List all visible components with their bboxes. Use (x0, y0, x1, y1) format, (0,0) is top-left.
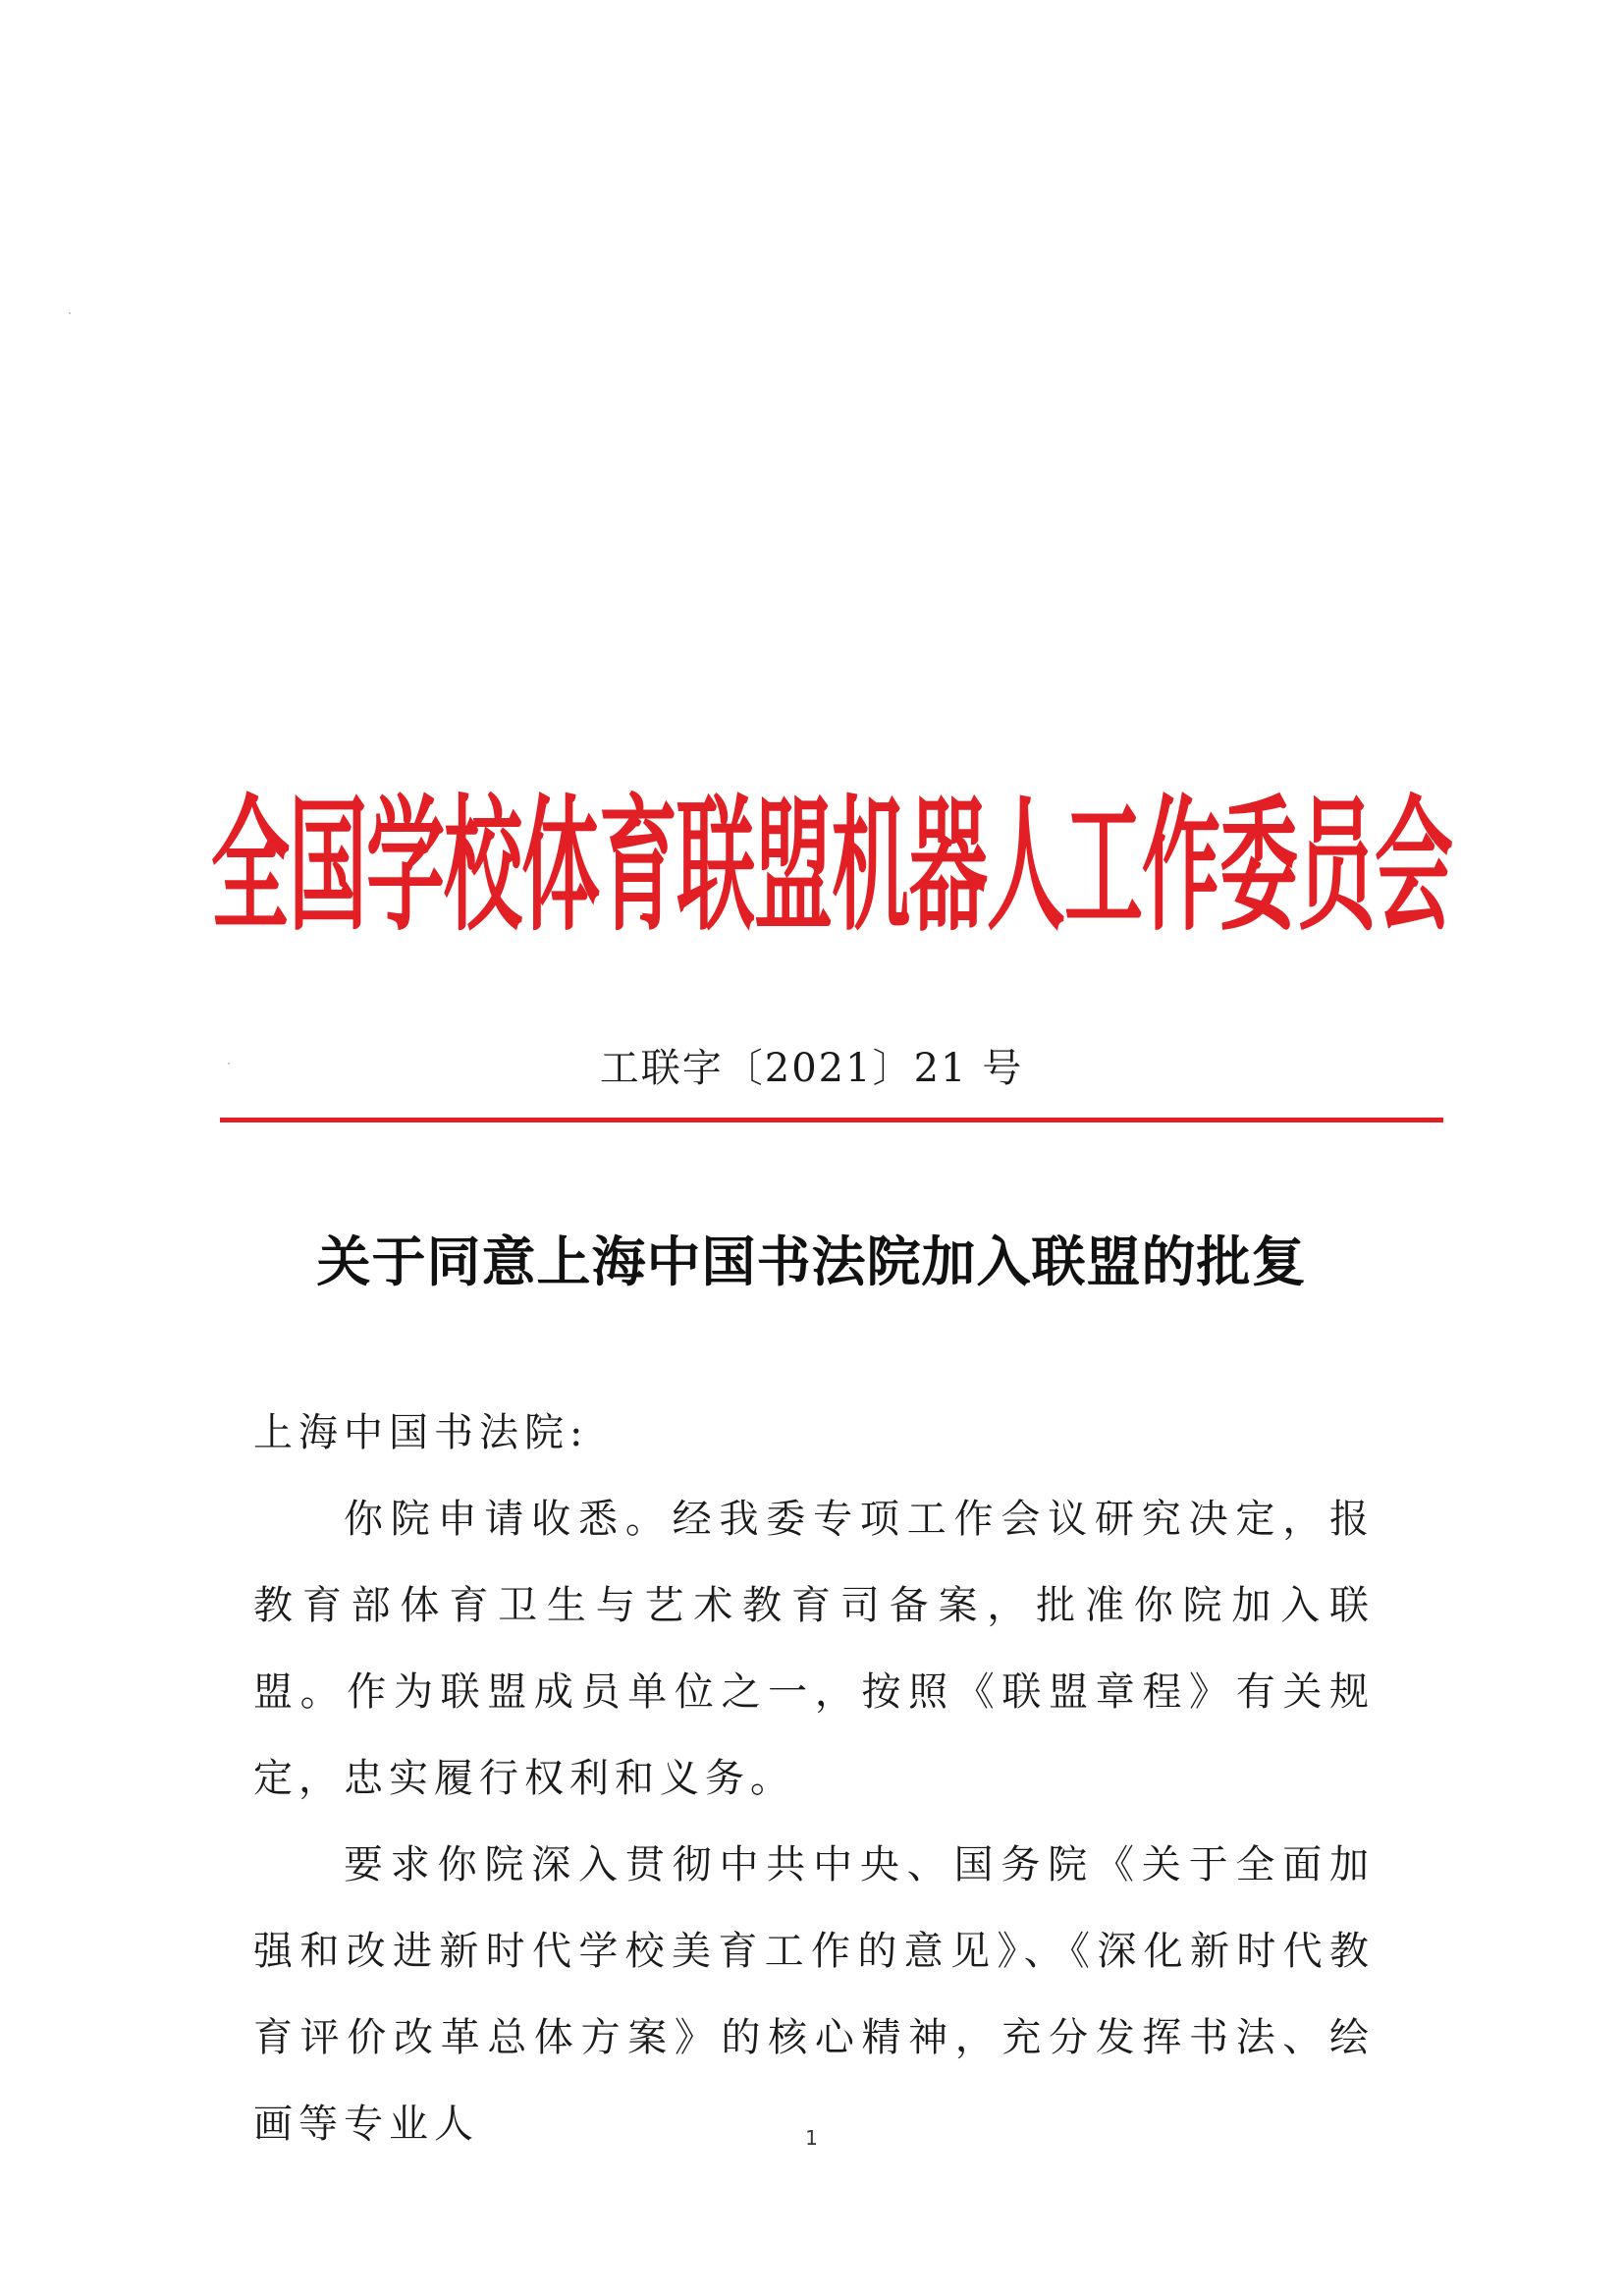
body-paragraph-2: 要求你院深入贯彻中共中央、国务院《关于全面加强和改进新时代学校美育工作的意见》、《深化新时代教育评价改革总体方案》的核心精神，充分发挥书法、绘画等专业人 (253, 1842, 1375, 2147)
red-divider-line (220, 1118, 1443, 1122)
scan-speck (228, 1063, 230, 1065)
document-number: 工联字〔2021〕21 号 (599, 1046, 1024, 1091)
body-paragraph-1: 你院申请收悉。经我委专项工作会议研究决定，报教育部体育卫生与艺术教育司备案，批准你院加入联盟。作为联盟成员单位之一，按照《联盟章程》有关规定，忠实履行权利和义务。 (253, 1497, 1375, 1801)
issuer-header (211, 774, 1452, 960)
salutation: 上海中国书法院: (253, 1410, 589, 1455)
document-title: 关于同意上海中国书法院加入联盟的批复 (316, 1230, 1307, 1293)
page-number: 1 (805, 2126, 818, 2150)
issuer-name: 全国学校体育联盟机器人工作委员会 (211, 782, 1452, 952)
scan-speck (69, 312, 71, 314)
